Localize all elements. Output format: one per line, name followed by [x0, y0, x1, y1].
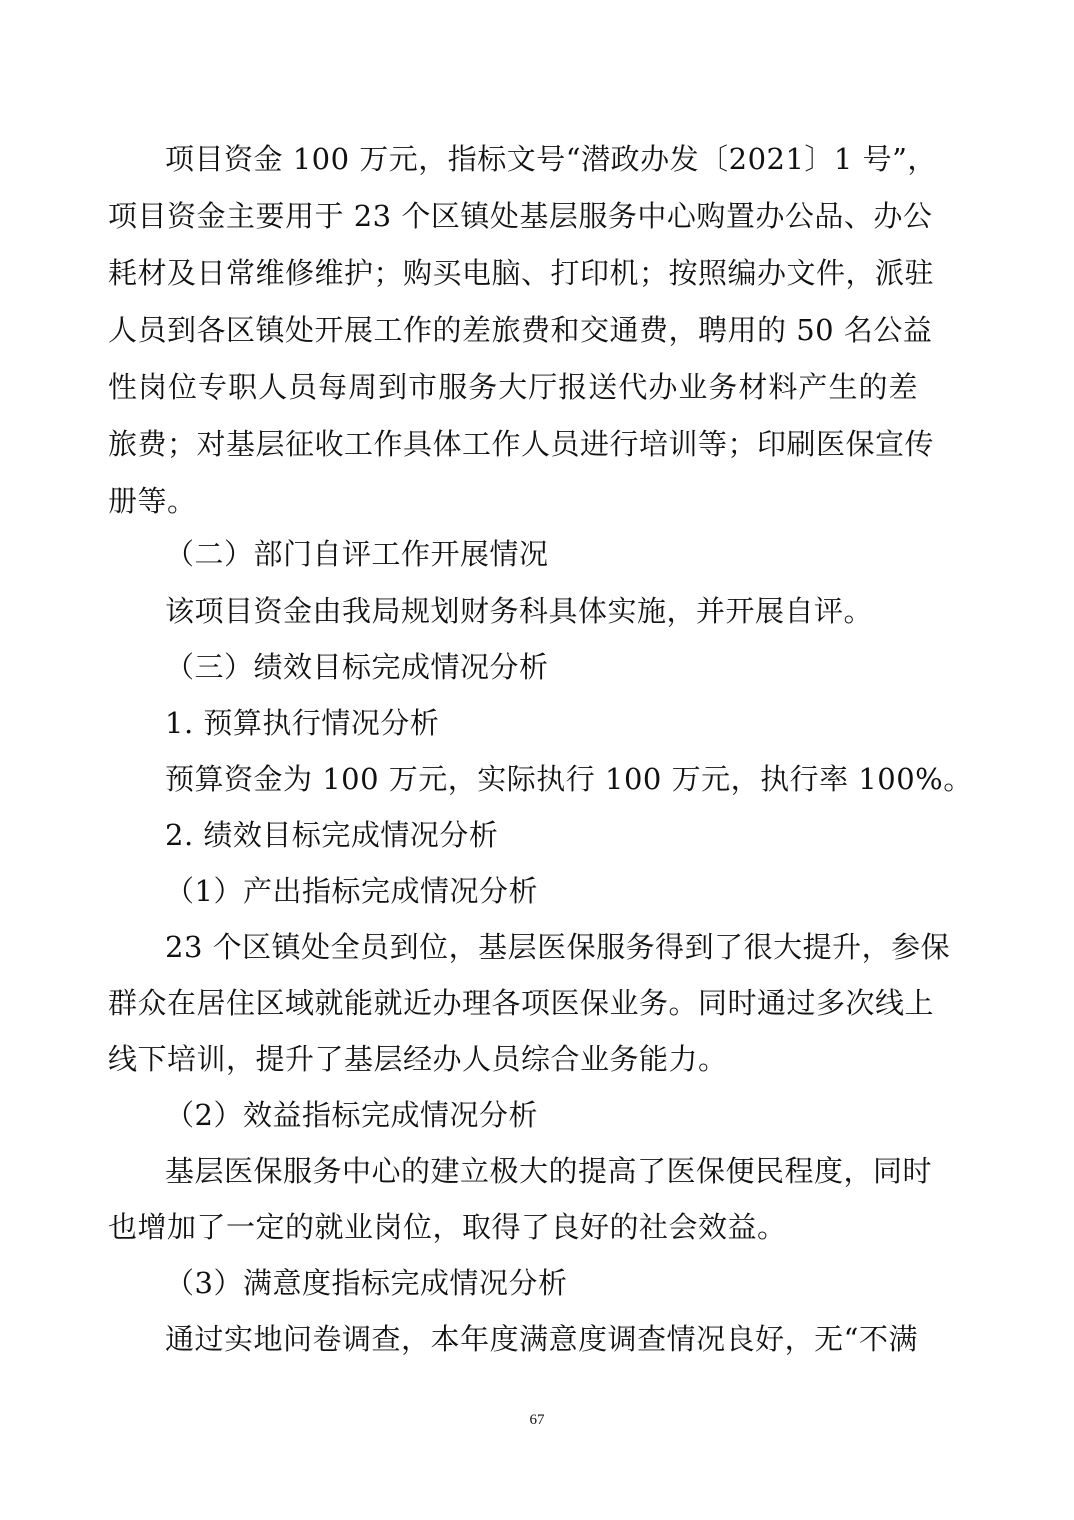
subsection-heading: 2. 绩效目标完成情况分析	[165, 818, 499, 852]
subsection-heading: （1）产出指标完成情况分析	[165, 874, 538, 908]
paragraph-line: 线下培训，提升了基层经办人员综合业务能力。	[108, 1042, 728, 1076]
paragraph-line: 耗材及日常维修维护；购买电脑、打印机；按照编办文件，派驻	[108, 256, 935, 290]
paragraph-line: 预算资金为 100 万元，实际执行 100 万元，执行率 100%。	[165, 762, 973, 796]
paragraph-line: 项目资金主要用于 23 个区镇处基层服务中心购置办公品、办公	[108, 199, 933, 233]
paragraph-line: 群众在居住区域就能就近办理各项医保业务。同时通过多次线上	[108, 986, 935, 1020]
section-heading: （三）绩效目标完成情况分析	[165, 650, 549, 684]
subsection-heading: （2）效益指标完成情况分析	[165, 1098, 538, 1132]
paragraph-line: 该项目资金由我局规划财务科具体实施，并开展自评。	[165, 594, 874, 628]
paragraph-line: 项目资金 100 万元，指标文号“潜政办发〔2021〕1 号”，	[165, 142, 937, 176]
paragraph-line: 23 个区镇处全员到位，基层医保服务得到了很大提升，参保	[165, 930, 951, 964]
paragraph-line: 人员到各区镇处开展工作的差旅费和交通费，聘用的 50 名公益	[108, 313, 933, 347]
paragraph-line: 册等。	[108, 484, 197, 518]
paragraph-line: 旅费；对基层征收工作具体工作人员进行培训等；印刷医保宣传	[108, 427, 935, 461]
subsection-heading: 1. 预算执行情况分析	[165, 706, 440, 740]
paragraph-line: 通过实地问卷调查，本年度满意度调查情况良好，无“不满	[165, 1322, 918, 1356]
paragraph-line: 也增加了一定的就业岗位，取得了良好的社会效益。	[108, 1210, 787, 1244]
section-heading: （二）部门自评工作开展情况	[165, 537, 549, 571]
page-number: 67	[529, 1412, 545, 1428]
paragraph-line: 性岗位专职人员每周到市服务大厅报送代办业务材料产生的差	[108, 370, 918, 404]
subsection-heading: （3）满意度指标完成情况分析	[165, 1266, 568, 1300]
paragraph-line: 基层医保服务中心的建立极大的提高了医保便民程度，同时	[165, 1154, 933, 1188]
